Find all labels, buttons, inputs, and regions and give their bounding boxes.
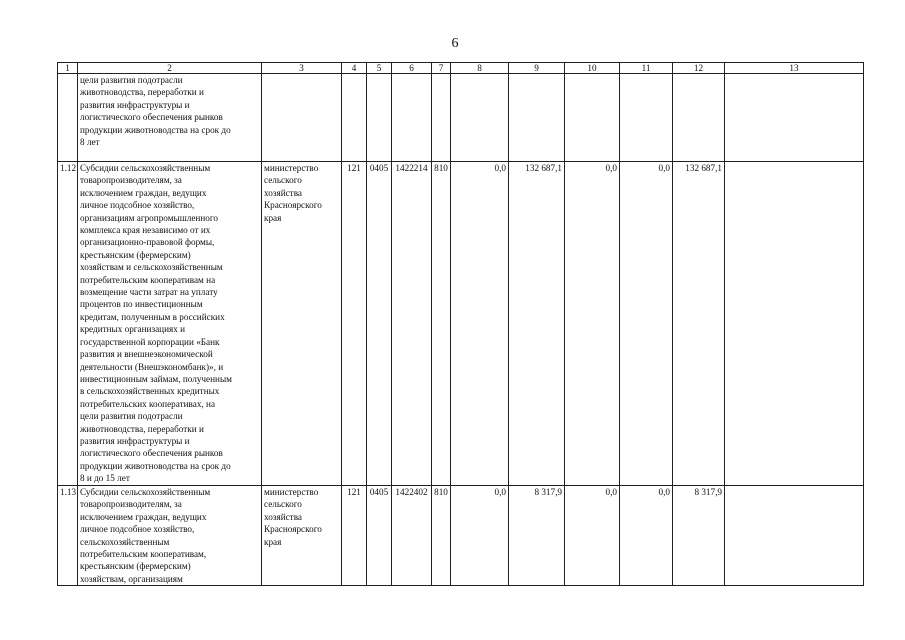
note-cell: [725, 486, 864, 586]
organization-cell: [262, 74, 342, 162]
code-cell: [342, 74, 367, 162]
code-cell: 1422214: [392, 162, 432, 486]
code-cell: [432, 74, 451, 162]
header-cell: 12: [673, 63, 725, 74]
table-header-row: [58, 63, 864, 74]
code-cell: 0405: [367, 162, 392, 486]
amount-cell: 0,0: [620, 162, 673, 486]
amount-cell: 0,0: [565, 486, 620, 586]
code-cell: 810: [432, 162, 451, 486]
header-cell: 7: [432, 63, 451, 74]
header-cell: 1: [58, 63, 78, 74]
amount-cell: 0,0: [620, 486, 673, 586]
amount-cell: [620, 74, 673, 162]
amount-cell: [451, 74, 509, 162]
note-cell: [725, 162, 864, 486]
amount-cell: 0,0: [451, 162, 509, 486]
header-cell: 6: [392, 63, 432, 74]
amount-cell: 8 317,9: [673, 486, 725, 586]
header-cell: 3: [262, 63, 342, 74]
amount-cell: 0,0: [565, 162, 620, 486]
header-cell: 2: [78, 63, 262, 74]
code-cell: [367, 74, 392, 162]
organization-cell: министерство сельского хозяйства Красноярского края: [262, 162, 342, 486]
code-cell: 1422402: [392, 486, 432, 586]
row-id-cell: [58, 74, 78, 162]
header-cell: 8: [451, 63, 509, 74]
amount-cell: [509, 74, 565, 162]
table-row: [58, 74, 864, 162]
amount-cell: 132 687,1: [509, 162, 565, 486]
header-cell: 10: [565, 63, 620, 74]
page-number: 6: [451, 36, 459, 51]
description-cell: Субсидии сельскохозяйственным товаропроизводителям, за исключением граждан, ведущих личное подсобное хозяйство, организациям агропромышленного комплекса края независимо от их организационно-правовой формы, крестьянским (фермерским) хозяйствам и сельскохозяйственным потребительским кооперативам на возмещение части затрат на уплату процентов по инвестиционным кредитам, полученным в российских кредитных организациях и государственной корпорации «Банк развития и внешнеэкономической деятельности (Внешэкономбанк)», и инвестиционным займам, полученным в сельскохозяйственных кредитных потребительских кооперативах, на цели развития подотрасли животноводства, переработки и развития инфраструктуры и логистического обеспечения рынков продукции животноводства на срок до 8 и до 15 лет: [78, 162, 262, 486]
code-cell: 121: [342, 486, 367, 586]
description-cell: цели развития подотрасли животноводства, переработки и развития инфраструктуры и логистического обеспечения рынков продукции животноводства на срок до 8 лет: [78, 74, 262, 162]
amount-cell: [673, 74, 725, 162]
header-cell: 13: [725, 63, 864, 74]
code-cell: 121: [342, 162, 367, 486]
row-id-cell: 1.12: [58, 162, 78, 486]
code-cell: [392, 74, 432, 162]
data-table: [57, 62, 864, 586]
description-cell: Субсидии сельскохозяйственным товаропроизводителям, за исключением граждан, ведущих личное подсобное хозяйство, сельскохозяйственным потребительским кооперативам, крестьянским (фермерским) хозяйствам, организациям: [78, 486, 262, 586]
header-cell: 5: [367, 63, 392, 74]
amount-cell: 8 317,9: [509, 486, 565, 586]
table-row: [58, 486, 864, 586]
row-id-cell: 1.13: [58, 486, 78, 586]
amount-cell: 0,0: [451, 486, 509, 586]
code-cell: 810: [432, 486, 451, 586]
note-cell: [725, 74, 864, 162]
code-cell: 0405: [367, 486, 392, 586]
table-row: [58, 162, 864, 486]
amount-cell: 132 687,1: [673, 162, 725, 486]
header-cell: 4: [342, 63, 367, 74]
amount-cell: [565, 74, 620, 162]
organization-cell: министерство сельского хозяйства Красноярского края: [262, 486, 342, 586]
header-cell: 9: [509, 63, 565, 74]
header-cell: 11: [620, 63, 673, 74]
